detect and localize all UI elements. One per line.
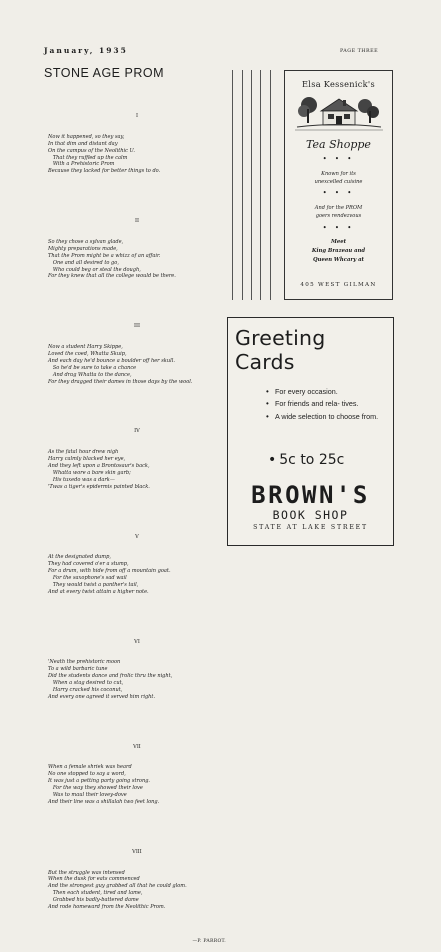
stanza [48, 98, 226, 189]
stanza-number: III [134, 323, 140, 330]
stanza [48, 728, 226, 819]
greeting-cards-ad [227, 317, 394, 546]
issue-date: January, 1935 [44, 46, 128, 55]
poem-body [48, 84, 226, 952]
price-range [268, 452, 344, 468]
tea-shoppe-title: Tea Shoppe [306, 138, 371, 151]
tea-line-4: goers rendezvous [315, 213, 362, 219]
stanza-text: As the fatal hour drew nigh Harry calmly blacked her eye, And they left upon a Brontosaur's back, Whatta wore a bare skin garb; His tuxedo was a dark— 'Twas a tiger's epidermis painted black. [48, 449, 150, 490]
bullet-icon: • [268, 452, 277, 468]
stanza-number: IV [134, 428, 140, 435]
stanza-text: Now it happened, so they say, In that dim and distant day On the campus of the Neolithic U. That they ruffled up the calm With a Prehistoric Prom Because they lacked for better things to do. [48, 133, 161, 175]
stanza-number: V [135, 533, 139, 540]
stanza-number: II [135, 218, 139, 225]
store-address: STATE AT LAKE STREET [253, 524, 368, 531]
heading-line-1: Greeting [235, 326, 326, 350]
tea-shoppe-ad [284, 70, 393, 300]
heading-line-2: Cards [235, 350, 295, 374]
greeting-cards-heading [235, 326, 325, 374]
stanza-text: At the designated dump, They had covered o'er a stump, For a drum, with hide from off a mountain goat. For the saxophone's sad wail They would twist a panther's tail, And at every twist attain a higher note. [48, 554, 171, 595]
list-item [266, 388, 386, 396]
store-type: BOOK SHOP [272, 508, 349, 522]
price-text: 5c to 25c [279, 452, 345, 468]
divider-dots: • • • [322, 189, 355, 197]
stanza [48, 623, 226, 714]
tea-line-1: Known for its [321, 171, 356, 177]
stanza-text: So they chose a sylvan glade, Mighty preparations made, That the Prom might be a whizz of an affair. One and all desired to go, Who could beg or steal the dough, For they knew that all the college would be there. [48, 238, 176, 280]
stanza-text: But the struggle was intensed When the dusk for eats commenced And the strongest guy grabbed all that he could glom. Then each student, tired and lame, Grabbed his badly-battered dame And rode homeward from the Neolithic Prom. [48, 869, 187, 911]
bullet-icon: • [266, 411, 269, 421]
list-item [266, 413, 386, 421]
tea-line-2: unexcelled cuisine [314, 179, 363, 185]
stanza-number: I [136, 113, 138, 120]
poem-title: STONE AGE PROM [44, 66, 164, 80]
stanza [48, 203, 226, 294]
stanza-text: 'Neath the prehistoric moon To a wild barbaric tune Did the students dance and frolic thru the night, When a stag desired to cut, Harry cracked his coconut, And every one agreed it served him right. [48, 659, 173, 700]
stanza [48, 308, 226, 399]
list-item [266, 400, 386, 408]
list-item-text: A wide selection to choose from. [275, 411, 379, 421]
bullet-icon: • [266, 387, 269, 396]
tea-shoppe-address: 405 WEST GILMAN [300, 282, 377, 288]
decorative-rules [232, 70, 272, 300]
store-name: BROWN'S [251, 481, 370, 509]
page-number: PAGE THREE [340, 49, 379, 54]
divider-dots: • • • [322, 155, 355, 163]
stanza-text: Now a student Harry Skippe, Loved the coed, Whatta Skuip, And each day he'd bounce a boulder off her skull. So he'd be sure to take a chance And drag Whatta to the dance, For they dragged their dames in those days by the wool. [48, 344, 193, 385]
stanza-number: VIII [132, 848, 142, 855]
poem-signature: —P. PARROT. [192, 938, 226, 944]
stanza [48, 518, 226, 609]
feature-list [266, 388, 386, 425]
list-item-text: For friends and rela- tives. [275, 399, 359, 409]
tea-line-6: King Brazeau and [311, 248, 366, 254]
stanza-text: When a female shriek was heard No one stopped to say a word, It was just a petting party going strong. For the way they showed their love Was to maul their lovey-dove And their line was a shillalah two feet long. [48, 764, 160, 805]
stanza [48, 413, 226, 504]
tea-line-3: And for the PROM [314, 205, 363, 211]
list-item-text: For every occasion. [275, 387, 338, 396]
bullet-icon: • [266, 399, 269, 409]
tea-line-5: Meet [330, 239, 347, 245]
cottage-illustration-icon [295, 91, 383, 131]
stanza [48, 833, 226, 924]
stanza-number: VI [134, 638, 140, 645]
stanza-number: VII [133, 743, 141, 750]
divider-dots: • • • [322, 224, 355, 232]
tea-line-7: Queen Whcary at [313, 257, 364, 263]
tea-shoppe-owner: Elsa Kessenick's [302, 79, 375, 89]
